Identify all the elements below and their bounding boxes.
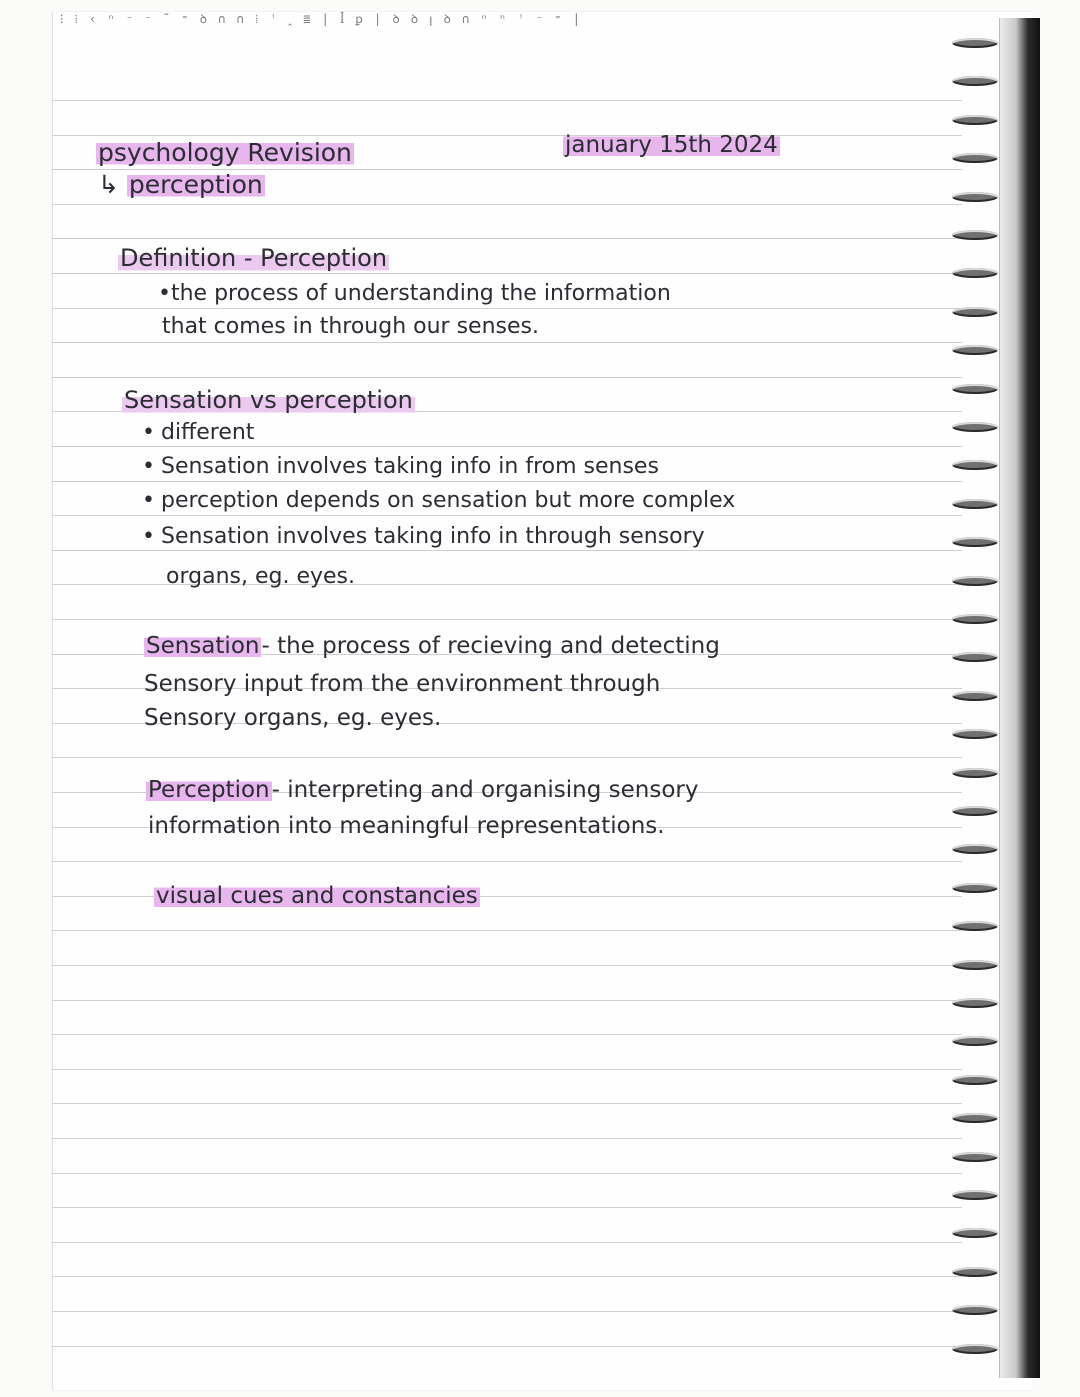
ruled-line xyxy=(52,1311,962,1312)
visual-cues-heading xyxy=(154,883,480,909)
ruled-line xyxy=(52,619,962,620)
spiral-ring xyxy=(952,1152,998,1162)
paper-sheet xyxy=(52,12,1033,1390)
ruled-line xyxy=(52,446,962,447)
title-text: psychology Revision xyxy=(98,138,352,167)
definition-line-1: •the process of understanding the information xyxy=(158,281,671,306)
comparison-heading xyxy=(122,386,415,414)
spiral-ring xyxy=(952,1344,998,1354)
spiral-ring xyxy=(952,422,998,432)
spiral-binding-icon xyxy=(999,18,1040,1378)
ruled-line xyxy=(52,273,962,274)
spiral-ring xyxy=(952,384,998,394)
spiral-ring xyxy=(952,230,998,240)
spiral-ring xyxy=(952,844,998,854)
spiral-ring xyxy=(952,806,998,816)
perception-line-1-text: - interpreting and organising sensory xyxy=(271,777,699,803)
definition-heading xyxy=(118,244,389,272)
bullet-continuation: organs, eg. eyes. xyxy=(166,564,355,589)
spiral-ring xyxy=(952,192,998,202)
spiral-ring xyxy=(952,1036,998,1046)
perception-definition-line-1 xyxy=(146,777,698,803)
sensation-definition-line-2: Sensory input from the environment through xyxy=(144,671,661,697)
spiral-ring xyxy=(952,1075,998,1085)
ruled-line xyxy=(52,1103,962,1104)
spiral-ring xyxy=(952,768,998,778)
ruled-line xyxy=(52,1138,962,1139)
ruled-line xyxy=(52,135,962,136)
spiral-ring xyxy=(952,537,998,547)
ruled-line xyxy=(52,1346,962,1347)
ruled-line xyxy=(52,1000,962,1001)
spiral-ring xyxy=(952,960,998,970)
definition-heading-text: Definition - Perception xyxy=(120,244,388,272)
ruled-line xyxy=(52,342,962,343)
page-title xyxy=(96,138,354,167)
ruled-line xyxy=(52,481,962,482)
ruled-line xyxy=(52,308,962,309)
sensation-term: Sensation xyxy=(146,633,260,659)
bullet-item: • perception depends on sensation but more complex xyxy=(142,488,735,513)
spiral-ring xyxy=(952,1305,998,1315)
spiral-ring xyxy=(952,652,998,662)
sensation-definition-line-3: Sensory organs, eg. eyes. xyxy=(144,705,442,731)
spiral-ring xyxy=(952,76,998,86)
subtitle-text: perception xyxy=(128,170,263,199)
ruled-line xyxy=(52,100,962,101)
definition-line-2: that comes in through our senses. xyxy=(162,314,539,339)
spiral-ring xyxy=(952,460,998,470)
spiral-ring xyxy=(952,614,998,624)
sensation-definition-line-1 xyxy=(144,633,720,659)
ruled-line xyxy=(52,515,962,516)
comparison-heading-text: Sensation vs perception xyxy=(124,386,413,414)
spiral-ring xyxy=(952,153,998,163)
ruled-line xyxy=(52,1276,962,1277)
ruled-line xyxy=(52,238,962,239)
bullet-item: • Sensation involves taking info in through sensory xyxy=(142,524,705,549)
perception-term: Perception xyxy=(148,777,270,803)
header-strip-marks: ⁝ ⁞ ‹ ⁿ ⁻ ⁻ ˜ ⁼ ꝺ ∩ ∩ ⁞ ꜝ ꞈ ≣ | ꟾ ꝑ | ꝺ ꝺ ꞁ ꝺ ∩ ⁿ ⁿ ꜝ ⁻ ⁼ | xyxy=(60,12,582,26)
ruled-line xyxy=(52,1207,962,1208)
spiral-ring xyxy=(952,1113,998,1123)
ruled-line xyxy=(52,1034,962,1035)
spiral-ring xyxy=(952,307,998,317)
visual-cues-heading-text: visual cues and constancies xyxy=(156,883,478,909)
date-text: january 15th 2024 xyxy=(565,132,778,158)
page-date xyxy=(563,132,780,158)
ruled-line xyxy=(52,861,962,862)
spiral-ring xyxy=(952,345,998,355)
spiral-ring xyxy=(952,115,998,125)
ruled-line xyxy=(52,965,962,966)
perception-definition-line-2: information into meaningful representations. xyxy=(148,813,665,839)
bullet-item: • Sensation involves taking info in from senses xyxy=(142,454,659,479)
ruled-line xyxy=(52,550,962,551)
ruled-line xyxy=(52,930,962,931)
spiral-ring xyxy=(952,38,998,48)
ruled-line xyxy=(52,1173,962,1174)
ruled-line xyxy=(52,377,962,378)
ruled-line xyxy=(52,1242,962,1243)
ruled-line xyxy=(52,1069,962,1070)
spiral-ring xyxy=(952,1190,998,1200)
ruled-line xyxy=(52,204,962,205)
spiral-ring xyxy=(952,1228,998,1238)
spiral-ring xyxy=(952,729,998,739)
arrow-icon: ↳ xyxy=(98,170,119,199)
spiral-ring xyxy=(952,921,998,931)
spiral-ring xyxy=(952,499,998,509)
spiral-ring xyxy=(952,998,998,1008)
spiral-ring xyxy=(952,576,998,586)
spiral-ring xyxy=(952,1267,998,1277)
page-subtitle xyxy=(98,170,265,199)
ruled-line xyxy=(52,757,962,758)
spiral-ring xyxy=(952,883,998,893)
bullet-item: • different xyxy=(142,420,254,445)
spiral-ring xyxy=(952,691,998,701)
spiral-ring xyxy=(952,268,998,278)
sensation-line-1-text: - the process of recieving and detecting xyxy=(261,633,720,659)
